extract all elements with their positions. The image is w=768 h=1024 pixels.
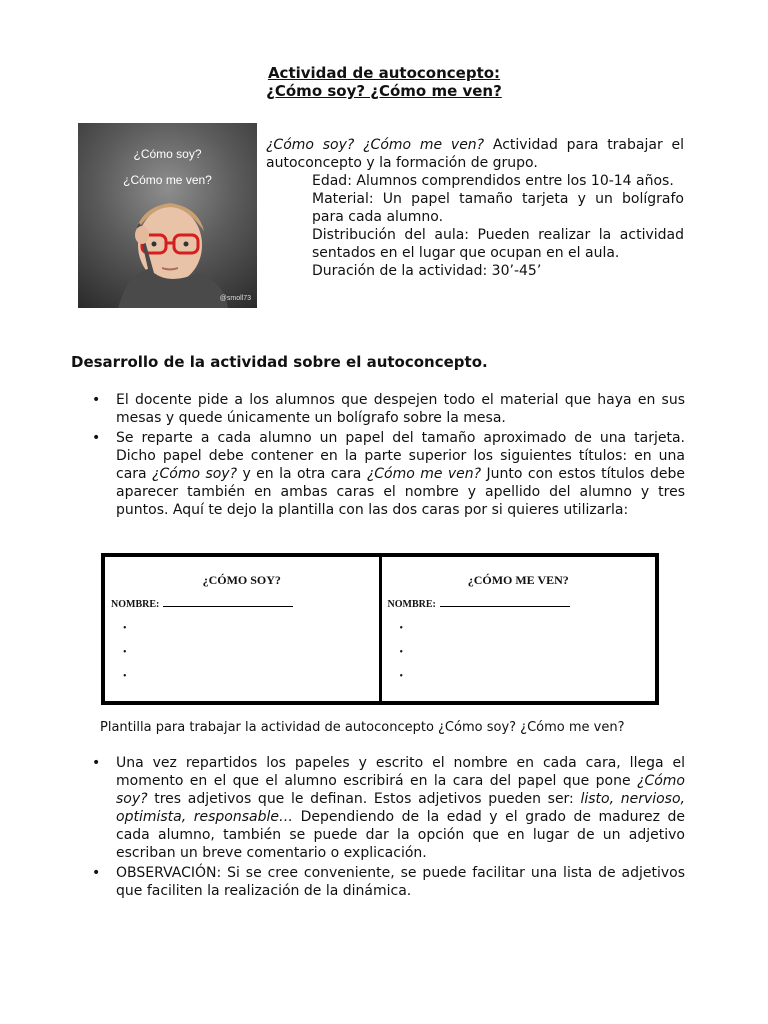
- bullet-point: •: [123, 647, 127, 658]
- list-item: [92, 864, 685, 900]
- card-side-como-me-ven: [379, 557, 656, 701]
- intro-lead: [266, 136, 684, 172]
- title-line-2: ¿Cómo soy? ¿Cómo me ven?: [266, 82, 502, 100]
- development-list-2: [92, 754, 685, 902]
- intro-material: Material: Un papel tamaño tarjeta y un bolígrafo para cada alumno.: [312, 191, 684, 225]
- bullet-italic: ¿Cómo soy?: [116, 773, 685, 807]
- boy-illustration: [78, 123, 257, 308]
- bullet-text: Junto con estos títulos debe aparecer también en ambas caras el nombre y apellido del alumno y tres puntos. Aquí te dejo la plantilla con las dos caras por si quieres utilizarla:: [116, 466, 686, 518]
- image-watermark: @smoll73: [219, 295, 251, 302]
- nombre-label: NOMBRE:: [111, 599, 160, 610]
- bullet-italic: listo, nervioso, optimista, responsable…: [116, 791, 685, 825]
- development-list-1: [92, 391, 685, 521]
- image-question-2: ¿Cómo me ven?: [123, 173, 212, 187]
- bullet-point: •: [399, 671, 404, 682]
- template-caption: Plantilla para trabajar la actividad de autoconcepto ¿Cómo soy? ¿Cómo me ven?: [100, 720, 625, 735]
- activity-intro: [266, 136, 684, 280]
- bullet-text: OBSERVACIÓN: Si se cree conveniente, se puede facilitar una lista de adjetivos que faciliten la realización de la dinámica.: [116, 865, 685, 899]
- bullet-text: Una vez repartidos los papeles y escrito el nombre en cada cara, llega el momento en el que el alumno escribirá en la cara del papel que pone: [116, 755, 685, 789]
- bullet-point: •: [123, 623, 127, 634]
- title-line-1: Actividad de autoconcepto:: [267, 64, 501, 82]
- bullet-point: •: [399, 623, 404, 634]
- card-title: ¿CÓMO SOY?: [202, 573, 281, 587]
- nombre-field: [111, 599, 293, 610]
- list-item: [92, 429, 685, 519]
- intro-distribucion: Distribución del aula: Pueden realizar la actividad sentados en el lugar que ocupan en el aula.: [312, 227, 684, 261]
- bullet-text: Dependiendo de la edad y el grado de madurez de cada alumno, también se puede dar la opción que en lugar de un adjetivo escriban un breve comentario o explicación.: [116, 809, 685, 861]
- boy-with-glasses-image: [78, 123, 257, 308]
- nombre-label: NOMBRE:: [387, 599, 436, 610]
- card-title: ¿CÓMO ME VEN?: [467, 573, 569, 587]
- intro-edad: Edad: Alumnos comprendidos entre los 10-14 años.: [312, 173, 674, 189]
- list-item: [92, 391, 685, 427]
- image-question-1: ¿Cómo soy?: [133, 147, 202, 161]
- nombre-field: [388, 599, 570, 610]
- intro-duracion: Duración de la actividad: 30’-45’: [312, 263, 542, 279]
- bullet-italic: ¿Cómo soy?: [152, 466, 238, 482]
- card-template: [101, 553, 659, 705]
- list-item: [92, 754, 685, 862]
- intro-lead-rest: Actividad para trabajar el autoconcepto y la formación de grupo.: [266, 137, 684, 171]
- intro-lead-italic: ¿Cómo soy? ¿Cómo me ven?: [266, 137, 485, 153]
- section-heading: Desarrollo de la actividad sobre el autoconcepto.: [71, 353, 488, 371]
- bullet-point: •: [123, 671, 127, 682]
- bullet-text: tres adjetivos que le definan. Estos adjetivos pueden ser:: [147, 791, 581, 807]
- bullet-italic: ¿Cómo me ven?: [366, 466, 482, 482]
- nombre-line: [440, 606, 570, 607]
- bullet-text: El docente pide a los alumnos que despejen todo el material que haya en sus mesas y quede únicamente un bolígrafo sobre la mesa.: [116, 392, 685, 426]
- bullet-text: y en la otra cara: [237, 466, 367, 482]
- nombre-line: [163, 606, 293, 607]
- document-title: [0, 64, 768, 100]
- bullet-text: Se reparte a cada alumno un papel del tamaño aproximado de una tarjeta. Dicho papel debe contener en la parte superior los siguientes títulos: en una cara: [116, 430, 685, 482]
- bullet-point: •: [399, 647, 404, 658]
- card-side-como-soy: [105, 557, 379, 701]
